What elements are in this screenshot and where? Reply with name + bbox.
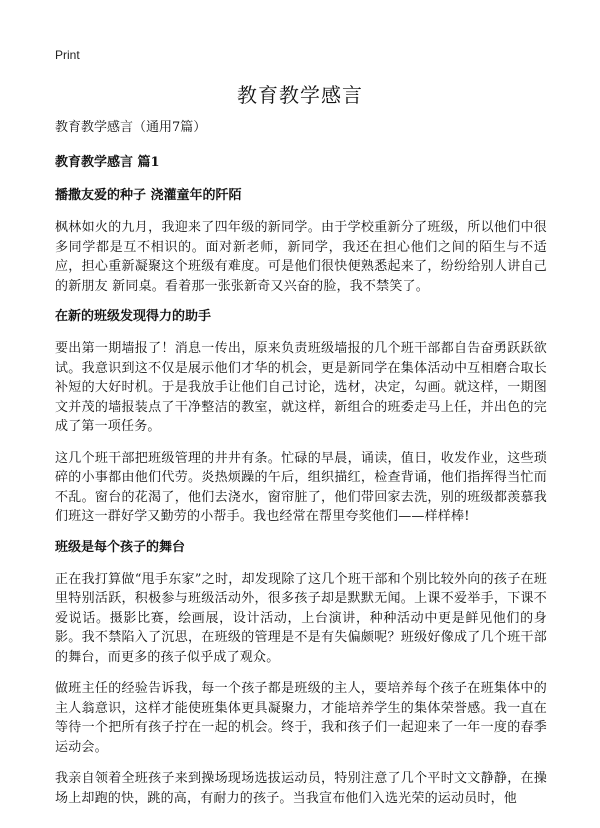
paragraph: 枫林如火的九月，我迎来了四年级的新同学。由于学校重新分了班级，所以他们中很多同学都是互不相识的。面对新老师，新同学，我还在担心他们之间的陌生与不适应，担心重新凝聚这个班级有难度。可是他们很快便熟悉起来了，纷纷给别人讲自己的新朋友 新同桌。看着那一张张新奇又兴奋的脸，我不禁笑了。 xyxy=(55,220,547,294)
section-heading: 班级是每个孩子的舞台 xyxy=(55,539,186,555)
paragraph: 这几个班干部把班级管理的井井有条。忙碌的早晨，诵读，值日，收发作业，这些琐碎的小事都由他们代劳。炎热烦躁的午后，组织描红，检查背诵，他们指挥得当忙而不乱。窗台的花渴了，他们去浇水，窗帘脏了，他们带回家去洗，别的班级都羡慕我们班这一群好学又勤劳的小帮手。我也经常在帮里夸奖他们——样样棒! xyxy=(55,450,547,524)
section-2 xyxy=(55,308,547,527)
part-title: 教育教学感言 篇1 xyxy=(55,155,160,170)
print-link[interactable]: Print xyxy=(55,48,80,62)
document-subtitle: 教育教学感言（通用7篇） xyxy=(55,120,207,135)
section-heading: 播撒友爱的种子 浇灌童年的阡陌 xyxy=(55,188,242,203)
paragraph: 正在我打算做“甩手东家”之时，却发现除了这几个班干部和个别比较外向的孩子在班里特别活跃，积极参与班级活动外，很多孩子却是默默无闻。上课不爱举手，下课不爱说话。摄影比赛，绘画展，设计活动，上台演讲，种种活动中更是鲜见他们的身影。我不禁陷入了沉思，在班级的管理是不是有失偏颇呢？班级好像成了几个班干部的舞台，而更多的孩子似乎成了观众。 xyxy=(55,571,547,665)
section-heading: 在新的班级发现得力的助手 xyxy=(55,309,212,324)
document-title: 教育教学感言 xyxy=(237,83,363,107)
paragraph: 我亲自领着全班孩子来到操场现场选拔运动员，特别注意了几个平时文文静静，在操场上却跑的快，跳的高，有耐力的孩子。当我宣布他们入选光荣的运动员时，他 xyxy=(55,771,547,806)
paragraph: 做班主任的经验告诉我，每一个孩子都是班级的主人，要培养每个孩子在班集体中的主人翁意识，这样才能使班集体更具凝聚力，才能培养学生的集体荣誉感。我一直在等待一个把所有孩子拧在一起的机会。终于，我和孩子们一起迎来了一年一度的春季运动会。 xyxy=(55,681,547,755)
document-body xyxy=(55,119,547,820)
section-3 xyxy=(55,539,547,809)
paragraph: 要出第一期墙报了！消息一传出，原来负责班级墙报的几个班干部都自告奋勇跃跃欲试。我意识到这不仅是展示他们才华的机会，更是新同学在集体活动中互相磨合取长补短的大好时机。于是我放手让他们自己讨论，选材，决定，勾画。就这样，一期图文并茂的墙报装点了干净整洁的教室，就这样，新组合的班委走马上任，并出色的完成了第一项任务。 xyxy=(55,341,547,434)
section-1 xyxy=(55,187,547,296)
